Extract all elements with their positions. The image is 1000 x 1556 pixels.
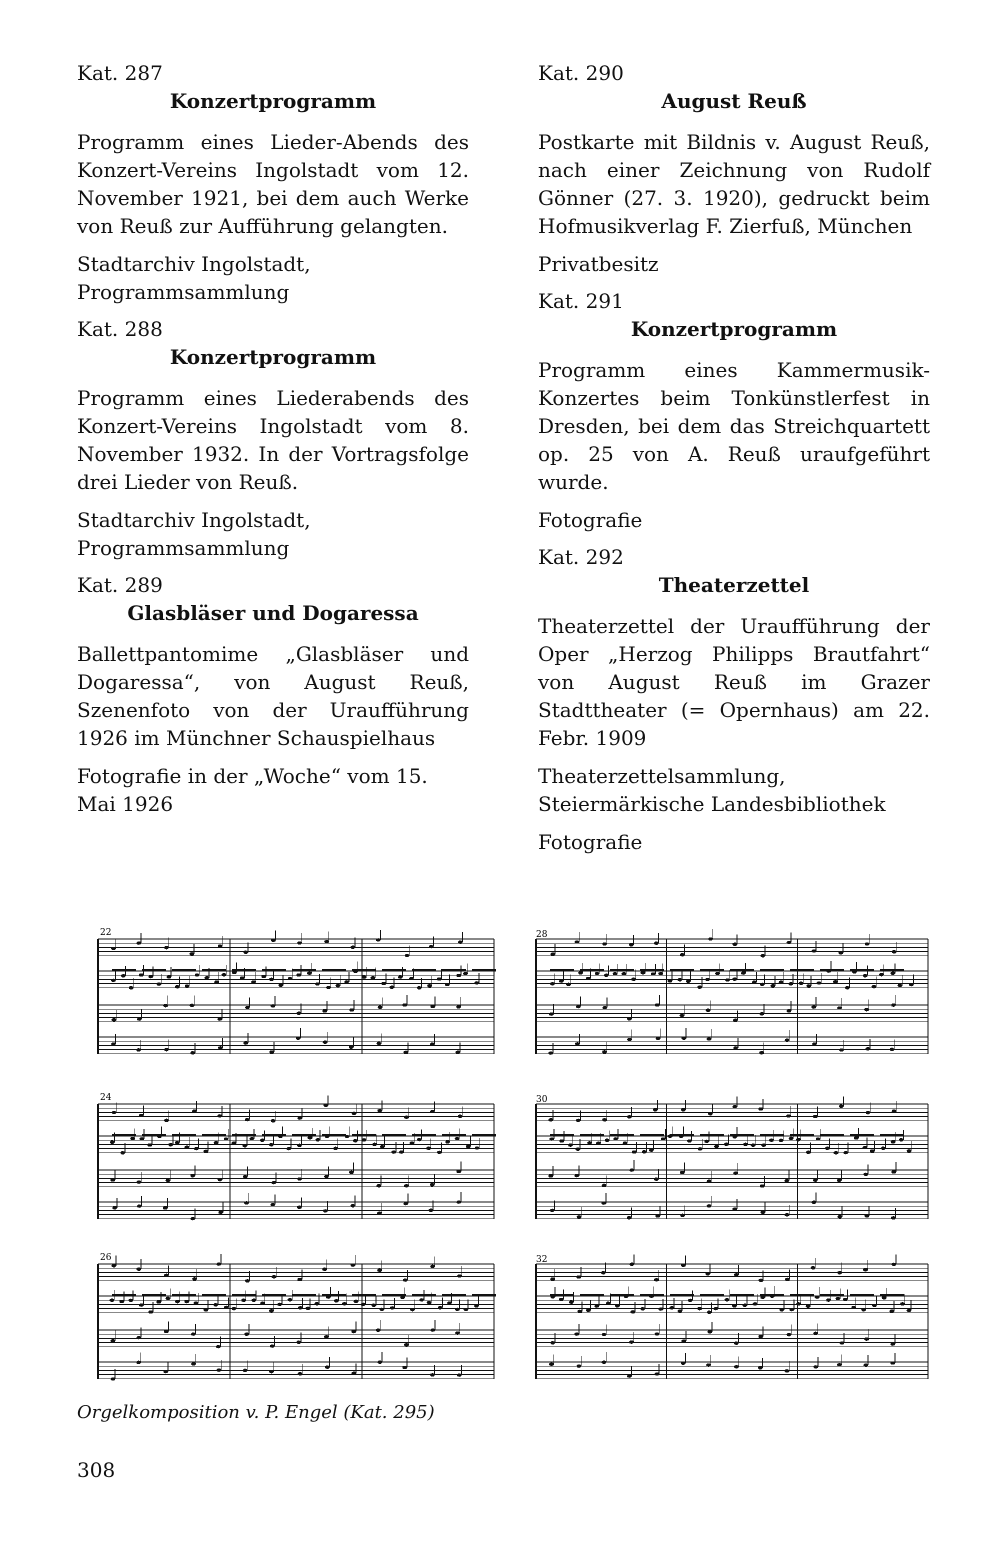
catalog-number: Kat. 288 bbox=[77, 317, 163, 341]
entry-title: Konzertprogramm bbox=[630, 317, 838, 341]
catalog-entry-292 bbox=[538, 544, 930, 856]
catalog-number: Kat. 287 bbox=[77, 61, 163, 85]
entry-source: Stadtarchiv Ingolstadt, Programmsammlung bbox=[77, 252, 311, 304]
measure-number: 26 bbox=[100, 1253, 112, 1263]
catalog-number: Kat. 292 bbox=[538, 545, 624, 569]
entry-description: Programm eines Liederabends des Konzert-Vereins Ingolstadt vom 8. November 1932. In der Vortragsfolge drei Lieder von Reuß. bbox=[77, 386, 469, 494]
entry-source: Theaterzettelsammlung, Steiermärkische Landesbibliothek bbox=[538, 764, 886, 816]
entry-title: Konzertprogramm bbox=[169, 89, 377, 113]
catalog-entry-288 bbox=[77, 316, 469, 562]
catalog-entry-291 bbox=[538, 288, 930, 534]
organ-score-excerpt bbox=[78, 925, 498, 1060]
page-number: 308 bbox=[77, 1458, 116, 1482]
organ-score-excerpt bbox=[78, 1250, 498, 1385]
measure-number: 22 bbox=[100, 928, 112, 938]
catalog-number: Kat. 289 bbox=[77, 573, 163, 597]
entry-source: Stadtarchiv Ingolstadt, Programmsammlung bbox=[77, 508, 311, 560]
organ-score-excerpt bbox=[532, 925, 932, 1060]
left-column bbox=[77, 60, 469, 828]
measure-number: 28 bbox=[536, 930, 548, 940]
entry-source: Fotografie bbox=[538, 830, 643, 854]
catalog-entry-290 bbox=[538, 60, 930, 278]
entry-source: Fotografie bbox=[538, 508, 643, 532]
measure-number: 30 bbox=[536, 1095, 548, 1105]
catalog-entry-289 bbox=[77, 572, 469, 818]
organ-score-excerpt bbox=[532, 1250, 932, 1385]
entry-title: Theaterzettel bbox=[658, 573, 810, 597]
entry-source: Fotografie in der „Woche“ vom 15. Mai 1926 bbox=[77, 764, 428, 816]
entry-title: August Reuß bbox=[661, 89, 807, 113]
entry-description: Programm eines Lieder-Abends des Konzert-Vereins Ingolstadt vom 12. November 1921, bei dem auch Werke von Reuß zur Aufführung gelangten. bbox=[77, 130, 469, 238]
organ-score-excerpt bbox=[532, 1090, 932, 1225]
entry-description: Postkarte mit Bildnis v. August Reuß, nach einer Zeichnung von Rudolf Gönner (27. 3. 1920), gedruckt beim Hofmusikverlag F. Zierfuß, München bbox=[538, 130, 930, 238]
entry-title: Glasbläser und Dogaressa bbox=[127, 601, 419, 625]
entry-description: Programm eines Kammermusik-Konzertes beim Tonkünstlerfest in Dresden, bei dem das Streichquartett op. 25 von A. Reuß uraufgeführt wurde. bbox=[538, 358, 930, 494]
measure-number: 24 bbox=[100, 1093, 112, 1103]
entry-description: Theaterzettel der Uraufführung der Oper „Herzog Philipps Brautfahrt“ von August Reuß im Grazer Stadttheater (= Opernhaus) am 22. Febr. 1909 bbox=[538, 614, 930, 750]
catalog-number: Kat. 291 bbox=[538, 289, 624, 313]
catalog-entry-287 bbox=[77, 60, 469, 306]
entry-description: Ballettpantomime „Glasbläser und Dogaressa“, von August Reuß, Szenenfoto von der Uraufführung 1926 im Münchner Schauspielhaus bbox=[77, 642, 469, 750]
organ-score-excerpt bbox=[78, 1090, 498, 1225]
measure-number: 32 bbox=[536, 1255, 548, 1265]
entry-source: Privatbesitz bbox=[538, 252, 659, 276]
right-column bbox=[538, 60, 930, 866]
entry-title: Konzertprogramm bbox=[169, 345, 377, 369]
figure-caption: Orgelkomposition v. P. Engel (Kat. 295) bbox=[77, 1402, 435, 1423]
catalog-number: Kat. 290 bbox=[538, 61, 624, 85]
